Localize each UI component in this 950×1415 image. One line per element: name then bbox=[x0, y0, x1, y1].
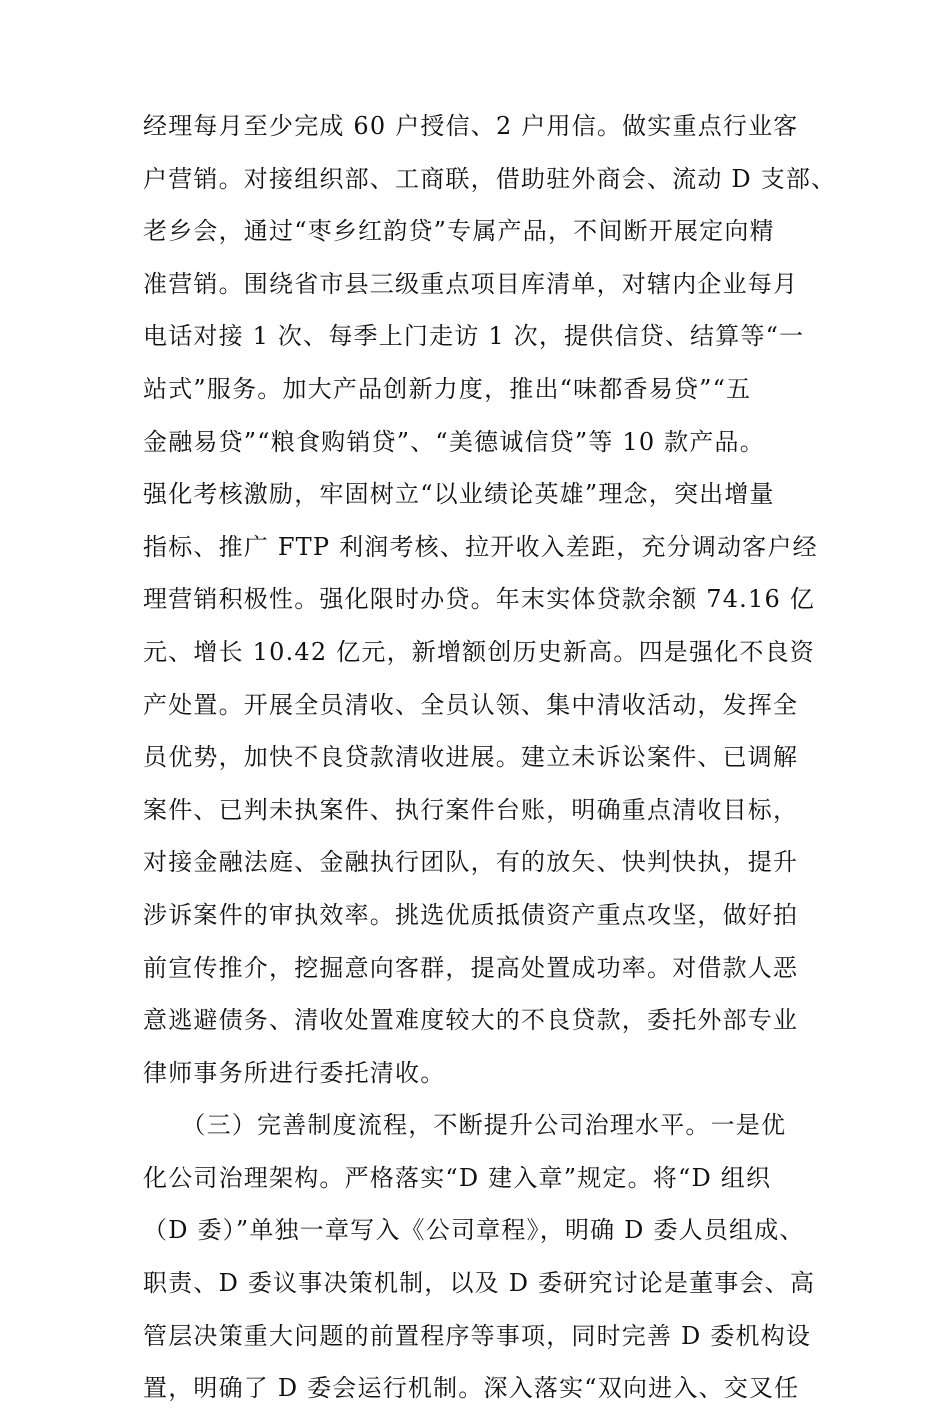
text-line: 金融易贷”“粮食购销贷”、“美德诚信贷”等 10 款产品。 bbox=[143, 427, 765, 456]
text-line: 涉诉案件的审执效率。挑选优质抵债资产重点攻坚，做好拍 bbox=[143, 900, 799, 929]
text-line: 化公司治理架构。严格落实“D 建入章”规定。将“D 组织 bbox=[143, 1163, 772, 1192]
text-line: 前宣传推介，挖掘意向客群，提高处置成功率。对借款人恶 bbox=[143, 953, 799, 982]
text-line: 老乡会，通过“枣乡红韵贷”专属产品，不间断开展定向精 bbox=[143, 217, 775, 246]
section-heading-line: （三）完善制度流程，不断提升公司治理水平。一是优 bbox=[143, 1111, 787, 1140]
text-line: 经理每月至少完成 60 户授信、2 户用信。做实重点行业客 bbox=[143, 112, 799, 140]
text-line: 准营销。围绕省市县三级重点项目库清单，对辖内企业每月 bbox=[143, 269, 799, 298]
text-line: 强化考核激励，牢固树立“以业绩论英雄”理念，突出增量 bbox=[143, 480, 775, 509]
text-line: 产处置。开展全员清收、全员认领、集中清收活动，发挥全 bbox=[143, 690, 799, 719]
text-line: 意逃避债务、清收处置难度较大的不良贷款，委托外部专业 bbox=[143, 1006, 799, 1035]
text-line: 置，明确了 D 委会运行机制。深入落实“双向进入、交叉任 bbox=[143, 1374, 800, 1403]
text-line: 职责、D 委议事决策机制，以及 D 委研究讨论是董事会、高 bbox=[143, 1269, 816, 1298]
text-line: 站式”服务。加大产品创新力度，推出“味都香易贷”“五 bbox=[143, 374, 752, 403]
text-line: 对接金融法庭、金融执行团队，有的放矢、快判快执，提升 bbox=[143, 848, 799, 877]
text-line: 员优势，加快不良贷款清收进展。建立未诉讼案件、已调解 bbox=[143, 743, 799, 772]
text-line: 电话对接 1 次、每季上门走访 1 次，提供信贷、结算等“一 bbox=[143, 322, 805, 351]
text-line: 指标、推广 FTP 利润考核、拉开收入差距，充分调动客户经 bbox=[143, 532, 818, 561]
text-line: （D 委）”单独一章写入《公司章程》，明确 D 委人员组成、 bbox=[143, 1216, 805, 1245]
text-line: 案件、已判未执案件、执行案件台账，明确重点清收目标， bbox=[143, 795, 799, 824]
body-text bbox=[143, 100, 837, 1415]
text-line: 元、增长 10.42 亿元，新增额创历史新高。四是强化不良资 bbox=[143, 637, 815, 666]
paragraph-end-line: 律师事务所进行委托清收。 bbox=[143, 1058, 446, 1087]
text-line: 户营销。对接组织部、工商联，借助驻外商会、流动 D 支部、 bbox=[143, 164, 837, 193]
text-line: 理营销积极性。强化限时办贷。年末实体贷款余额 74.16 亿 bbox=[143, 585, 815, 614]
text-line: 管层决策重大问题的前置程序等事项，同时完善 D 委机构设 bbox=[143, 1321, 812, 1350]
